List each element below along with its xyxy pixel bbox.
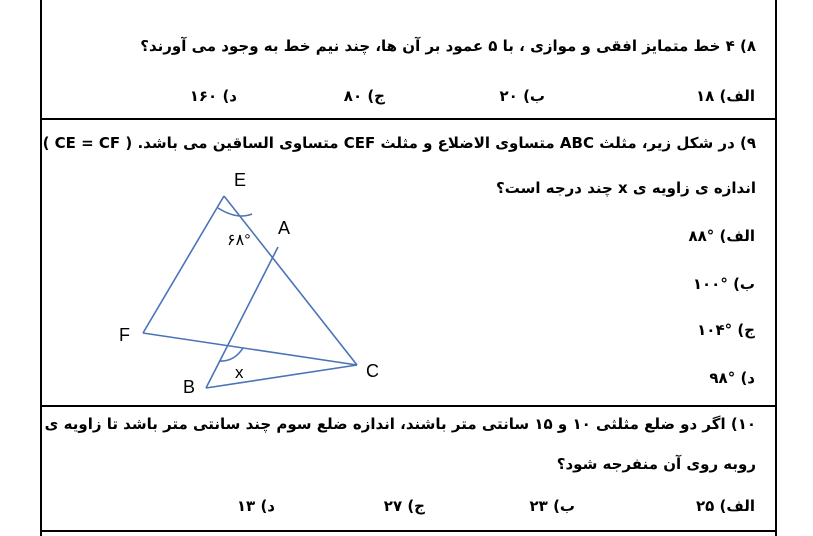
q8-option-c[interactable]: ج) ۸۰ [343,87,385,105]
q10-option-c[interactable]: ج) ۲۷ [383,497,425,515]
label-F: F [119,325,130,345]
q9-text: ۹) در شکل زیر، مثلث ABC متساوی الاضلاع و مثلث CEF متساوی الساقین می باشد. ( CE = CF ) [42,134,756,152]
q8-option-b[interactable]: ب) ۲۰ [499,87,545,105]
q8-text: ۸) ۴ خط متمایز افقی و موازی ، با ۵ عمود بر آن ها، چند نیم خط به وجود می آورند؟ [140,37,756,55]
q9-option-c[interactable]: ج) °۱۰۴ [697,321,755,339]
q9-option-d[interactable]: د) °۹۸ [709,369,755,387]
figure-lines [143,196,357,388]
q10-line1: ۱۰) اگر دو ضلع مثلثی ۱۰ و ۱۵ سانتی متر باشند، اندازه ضلع سوم چند سانتی متر باشد تا زاویه ی [44,415,756,433]
q8-option-d[interactable]: د) ۱۶۰ [189,87,237,105]
label-E: E [234,170,247,190]
edge-FC [143,333,357,365]
edge-EF [143,196,224,333]
edge-EC [224,196,357,365]
q9-question: اندازه ی زاویه ی x چند درجه است؟ [496,179,756,197]
label-C: C [366,361,379,381]
edge-BC [206,365,357,388]
q9-option-b[interactable]: ب) °۱۰۰ [692,275,755,293]
label-A: A [278,218,291,238]
label-B: B [183,377,196,397]
angle-label: ۶۸° [227,232,251,249]
label-x: x [235,363,244,382]
q10-option-b[interactable]: ب) ۲۳ [529,497,575,515]
q9-option-a[interactable]: الف) °۸۸ [688,227,755,245]
q10-line2: روبه روی آن منفرجه شود؟ [556,455,756,473]
q10-option-a[interactable]: الف) ۲۵ [695,497,755,515]
q8-option-a[interactable]: الف) ۱۸ [695,87,755,105]
q10-option-d[interactable]: د) ۱۳ [236,497,275,515]
